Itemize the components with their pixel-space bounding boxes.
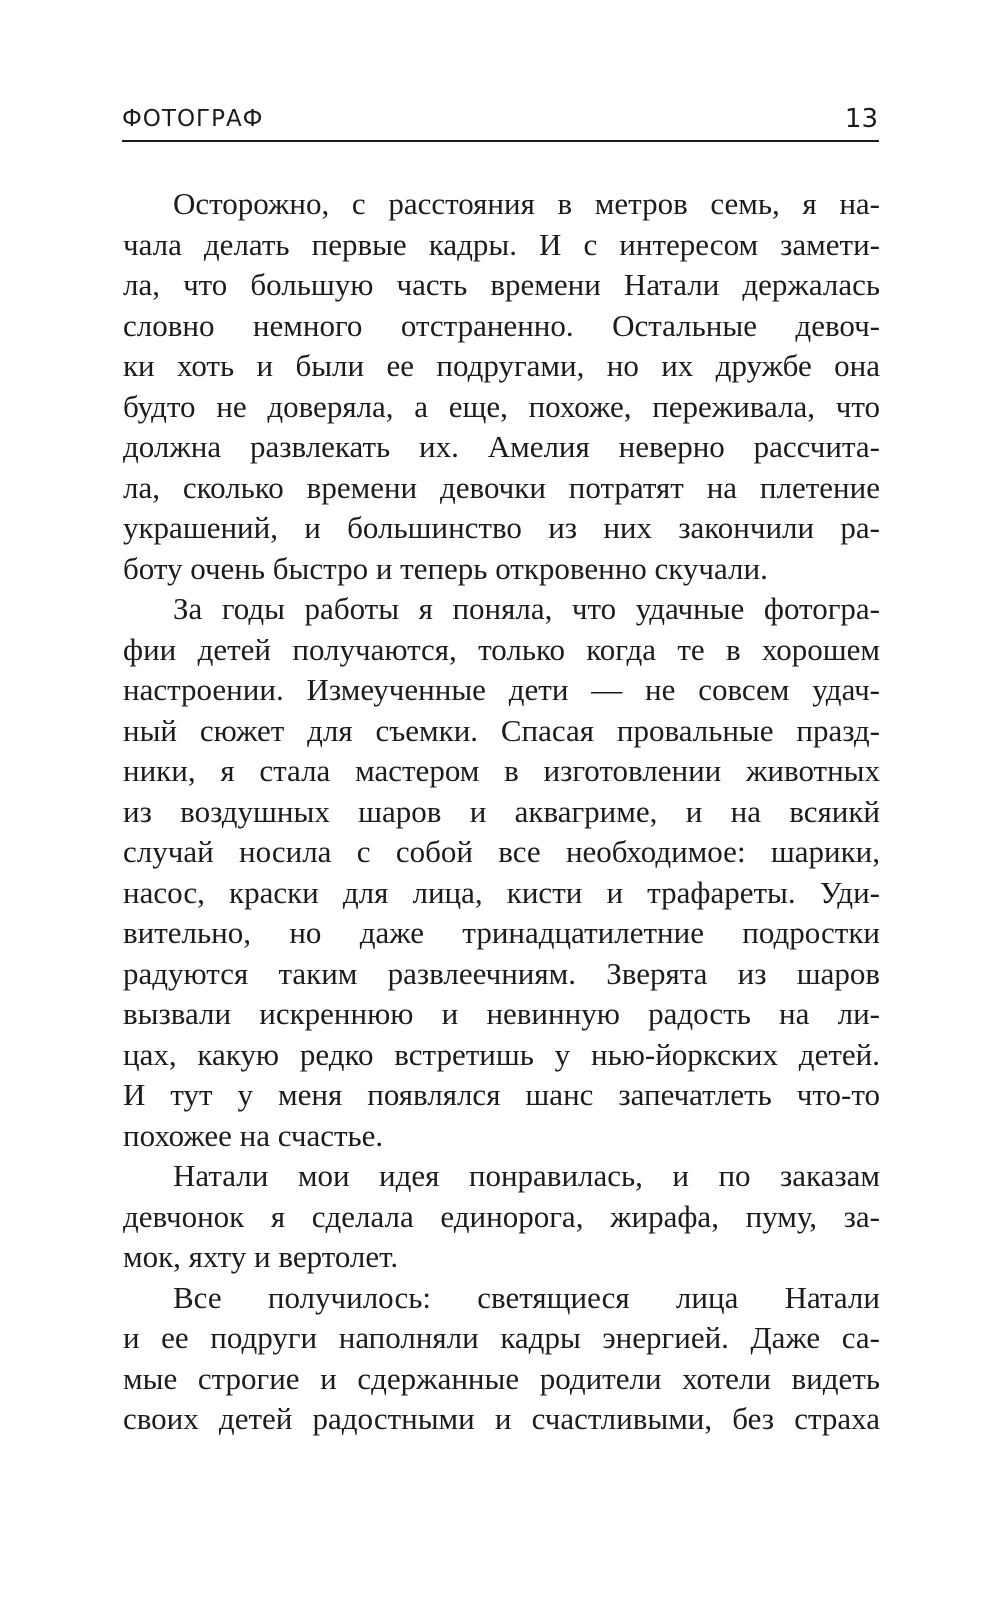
paragraph: [123, 1278, 880, 1440]
text-line: ный сюжет для съемки. Спасая провальные празд-: [123, 712, 880, 748]
text-line: мые строгие и сдержанные родители хотели видеть: [123, 1360, 880, 1396]
text-line: радуются таким развлеечниям. Зверята из шаров: [123, 955, 880, 991]
text-line: чала делать первые кадры. И с интересом замети-: [123, 226, 880, 262]
text-line: настроении. Измеученные дети — не совсем удач-: [123, 672, 880, 707]
text-line: Натали мои идея понравилась, и по заказам: [173, 1158, 880, 1193]
text-line: девчонок я сделала единорога, жирафа, пуму, за-: [123, 1198, 880, 1234]
text-line: ки хоть и были ее подругами, но их дружбе она: [123, 348, 880, 383]
text-line: фии детей получаются, только когда те в хорошем: [123, 631, 880, 667]
section-title: ФОТОГРАФ: [122, 106, 264, 132]
page-number: 13: [844, 104, 878, 134]
paragraph: [123, 589, 880, 1156]
running-header: [122, 100, 878, 142]
paragraph: [123, 1156, 880, 1278]
text-line: боту очень быстро и теперь откровенно скучали.: [123, 550, 768, 586]
text-line: ники, я стала мастером в изготовлении животных: [123, 753, 880, 788]
text-line: будто не доверяла, а еще, похоже, переживала, что: [123, 388, 880, 424]
text-line: украшений, и большинство из них закончили ра-: [123, 510, 880, 545]
text-line: словно немного отстраненно. Остальные девоч-: [123, 307, 880, 343]
header-rule: [122, 140, 879, 142]
text-line: вительно, но даже тринадцатилетние подростки: [123, 915, 880, 950]
text-line: из воздушных шаров и аквагриме, и на всяикй: [123, 793, 880, 829]
text-line: вызвали искреннюю и невинную радость на ли-: [123, 996, 880, 1031]
text-line: ла, сколько времени девочки потратят на плетение: [123, 469, 880, 505]
text-line: должна развлекать их. Амелия неверно рассчита-: [123, 429, 880, 464]
text-line: Все получилось: светящиеся лица Натали: [173, 1279, 880, 1315]
text-line: мок, яхту и вертолет.: [123, 1239, 399, 1274]
text-line: За годы работы я поняла, что удачные фотогра-: [173, 591, 880, 626]
text-line: насос, краски для лица, кисти и трафареты. Уди-: [123, 874, 880, 910]
text-line: Осторожно, с расстояния в метров семь, я на-: [173, 186, 880, 221]
text-line: похожее на счастье.: [123, 1117, 384, 1153]
text-line: ла, что большую часть времени Натали держалась: [123, 267, 880, 302]
body-text: [123, 184, 880, 1440]
text-line: И тут у меня появлялся шанс запечатлеть что-то: [123, 1077, 880, 1112]
paragraph: [123, 184, 880, 589]
text-line: и ее подруги наполняли кадры энергией. Даже са-: [123, 1320, 880, 1355]
text-line: случай носила с собой все необходимое: шарики,: [123, 834, 880, 869]
text-line: цах, какую редко встретишь у нью-йоркских детей.: [123, 1036, 880, 1072]
text-line: своих детей радостными и счастливыми, без страха: [123, 1401, 880, 1436]
